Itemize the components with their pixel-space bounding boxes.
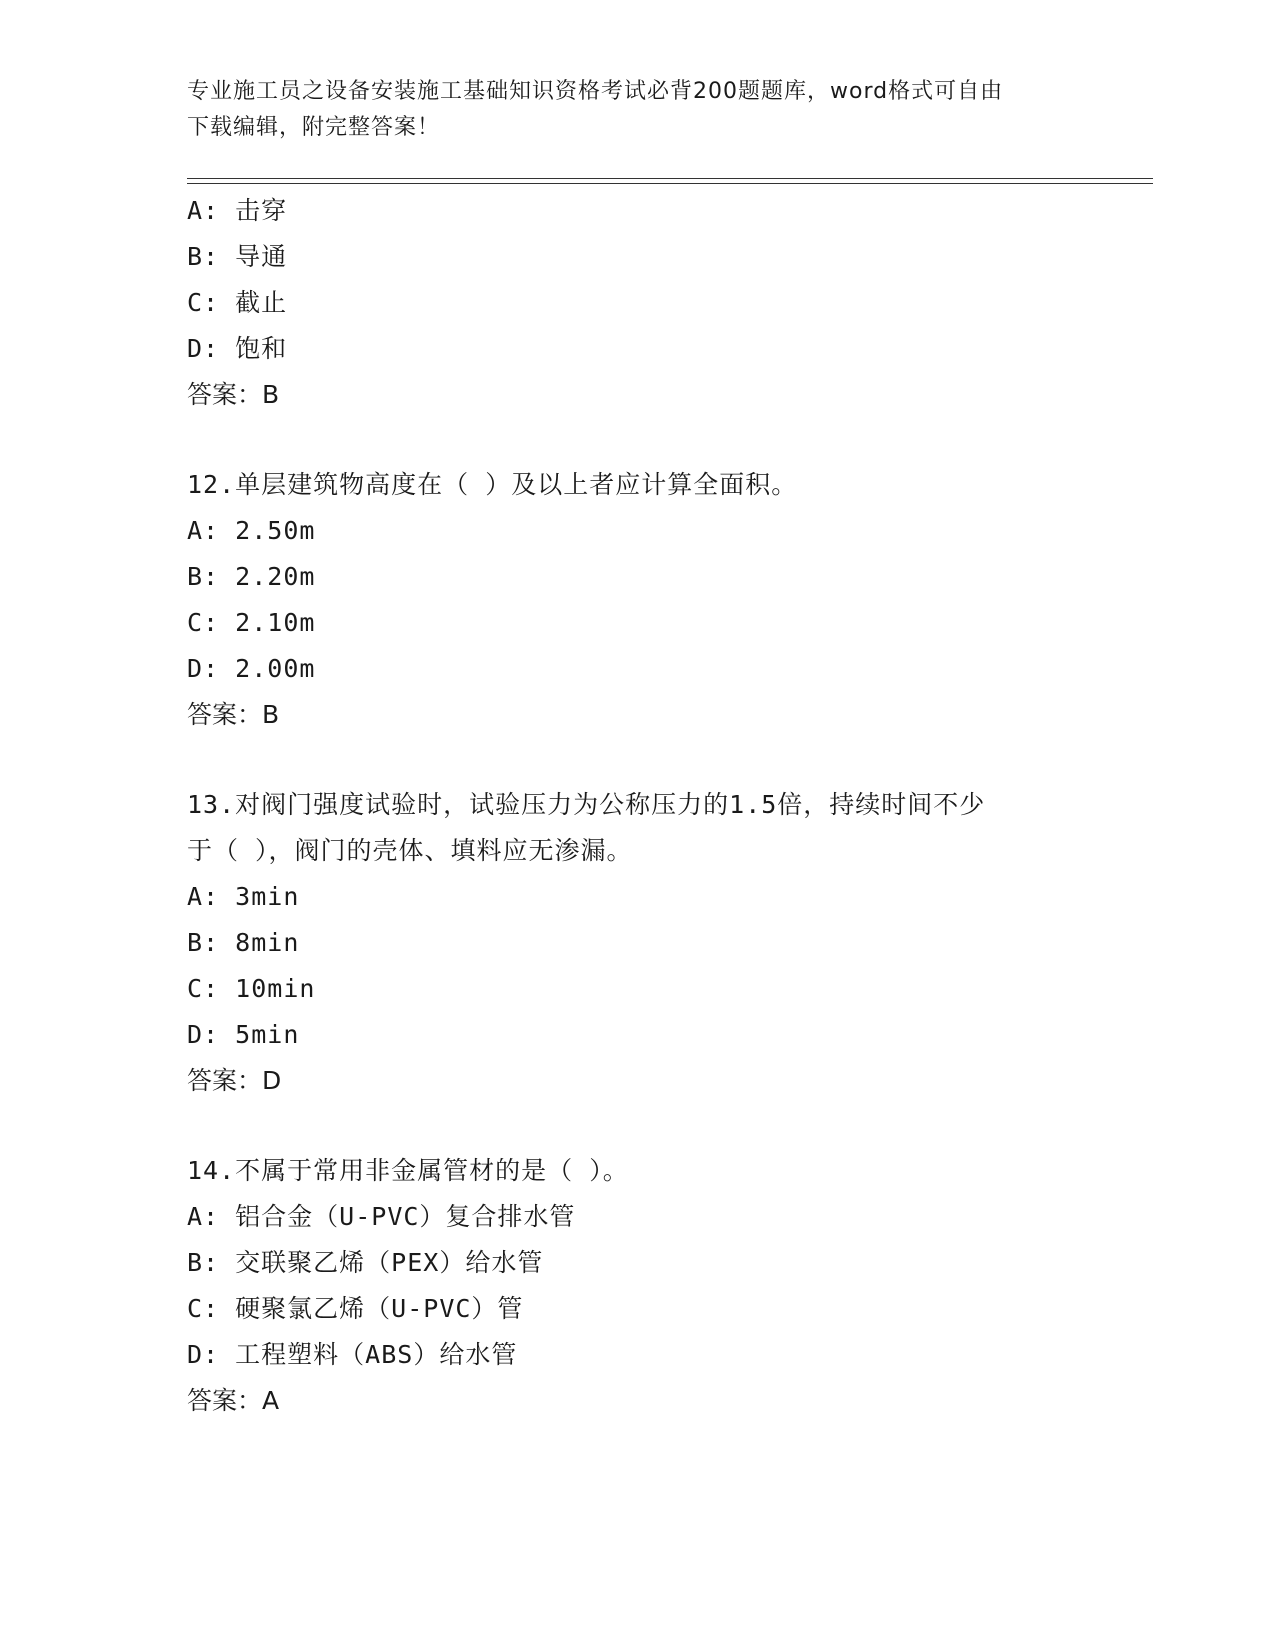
option-text: 5min (235, 1020, 300, 1049)
option-b (187, 554, 1087, 600)
option-b (187, 234, 1087, 280)
question-stem: 12.单层建筑物高度在（ ）及以上者应计算全面积。 (187, 470, 798, 499)
header-line-2: 下载编辑，附完整答案！ (187, 115, 441, 140)
option-text: 饱和 (235, 334, 288, 363)
option-text: 2.50m (235, 516, 316, 545)
option-text: 3min (235, 882, 300, 911)
question-stem: 13.对阀门强度试验时，试验压力为公称压力的1.5倍，持续时间不少 (187, 790, 986, 819)
option-a (187, 188, 1087, 234)
option-prefix: C: (187, 608, 220, 637)
option-text: 击穿 (235, 196, 288, 225)
option-c (187, 966, 1087, 1012)
header-line-1: 专业施工员之设备安装施工基础知识资格考试必背200题题库，word格式可自由 (187, 79, 1004, 104)
answer: 答案：B (187, 380, 280, 409)
answer: 答案：B (187, 700, 280, 729)
question-13 (187, 782, 1087, 1104)
option-prefix: C: (187, 1294, 220, 1323)
option-b (187, 1240, 1087, 1286)
option-text: 铝合金（U-PVC）复合排水管 (235, 1202, 576, 1231)
answer: 答案：D (187, 1066, 282, 1095)
option-prefix: C: (187, 974, 220, 1003)
continued-question (187, 188, 1087, 418)
option-text: 2.20m (235, 562, 316, 591)
option-prefix: C: (187, 288, 220, 317)
header-divider-bottom (187, 183, 1153, 184)
option-text: 硬聚氯乙烯（U-PVC）管 (235, 1294, 524, 1323)
option-prefix: B: (187, 562, 220, 591)
option-d (187, 1012, 1087, 1058)
question-stem: 14.不属于常用非金属管材的是（ ）。 (187, 1156, 629, 1185)
question-list (187, 188, 1087, 1424)
option-c (187, 1286, 1087, 1332)
option-prefix: D: (187, 1340, 220, 1369)
option-b (187, 920, 1087, 966)
option-a (187, 508, 1087, 554)
option-a (187, 1194, 1087, 1240)
option-prefix: B: (187, 1248, 220, 1277)
option-text: 导通 (235, 242, 288, 271)
option-text: 10min (235, 974, 316, 1003)
answer: 答案：A (187, 1386, 280, 1415)
document-header (187, 74, 1087, 146)
option-d (187, 326, 1087, 372)
header-divider-top (187, 178, 1153, 179)
option-a (187, 874, 1087, 920)
option-prefix: D: (187, 334, 220, 363)
question-stem-continued: 于（ ），阀门的壳体、填料应无渗漏。 (187, 836, 633, 865)
option-text: 工程塑料（ABS）给水管 (235, 1340, 518, 1369)
option-c (187, 600, 1087, 646)
option-text: 交联聚乙烯（PEX）给水管 (235, 1248, 544, 1277)
option-prefix: B: (187, 928, 220, 957)
option-text: 2.00m (235, 654, 316, 683)
option-prefix: D: (187, 654, 220, 683)
option-prefix: A: (187, 1202, 220, 1231)
option-text: 截止 (235, 288, 288, 317)
option-prefix: D: (187, 1020, 220, 1049)
option-text: 8min (235, 928, 300, 957)
option-d (187, 1332, 1087, 1378)
option-prefix: A: (187, 196, 220, 225)
option-prefix: A: (187, 882, 220, 911)
option-prefix: B: (187, 242, 220, 271)
option-prefix: A: (187, 516, 220, 545)
option-text: 2.10m (235, 608, 316, 637)
question-12 (187, 462, 1087, 738)
option-c (187, 280, 1087, 326)
option-d (187, 646, 1087, 692)
question-14 (187, 1148, 1087, 1424)
